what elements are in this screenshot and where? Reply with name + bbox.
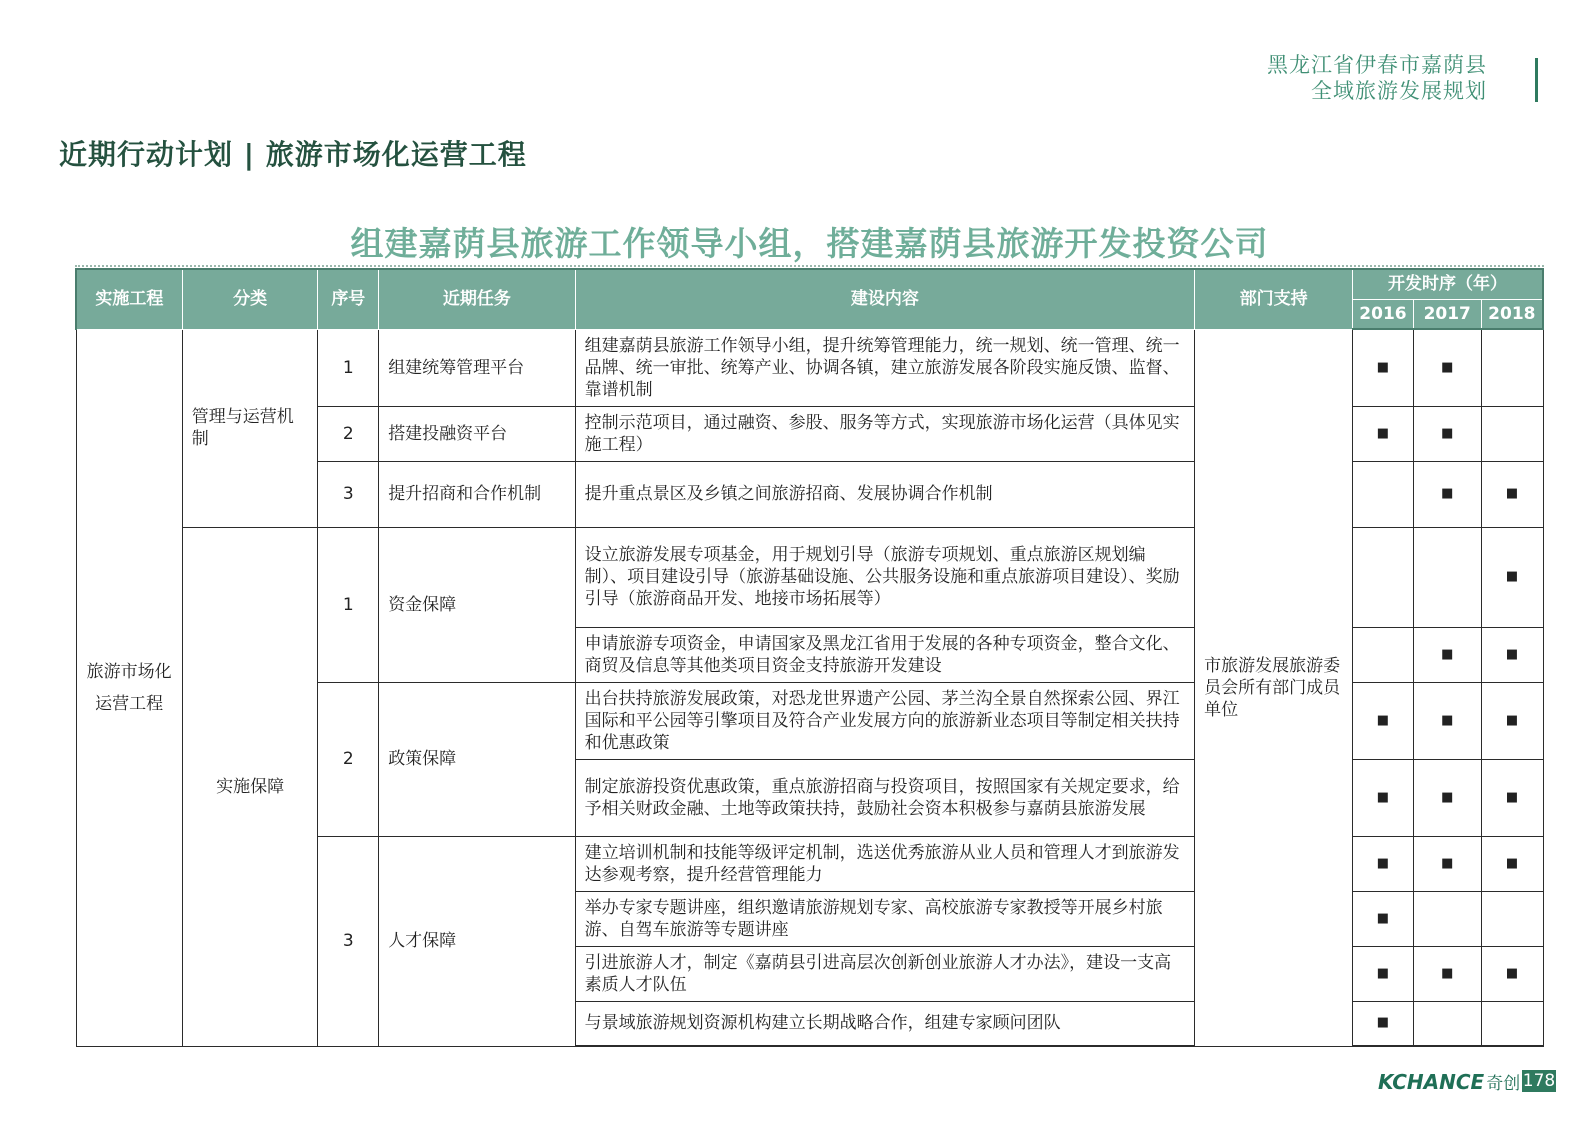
brand-line-1: 黑龙江省伊春市嘉荫县 xyxy=(1267,53,1487,77)
content-cell: 与景域旅游规划资源机构建立长期战略合作，组建专家顾问团队 xyxy=(575,1001,1195,1046)
year-mark-2017: ■ xyxy=(1413,627,1481,682)
content-cell: 组建嘉荫县旅游工作领导小组，提升统筹管理能力，统一规划、统一管理、统一品牌、统一审批、统筹产业、协调各镇，建立旅游发展各阶段实施反馈、监督、靠谱机制 xyxy=(575,329,1195,406)
brand-title xyxy=(1267,52,1487,104)
year-mark-2018: ■ xyxy=(1481,682,1543,759)
year-mark-2016: ■ xyxy=(1353,836,1414,891)
content-cell: 控制示范项目，通过融资、参股、服务等方式，实现旅游市场化运营（具体见实施工程） xyxy=(575,406,1195,461)
year-mark-2016: ■ xyxy=(1353,406,1414,461)
year-mark-2017: ■ xyxy=(1413,946,1481,1001)
year-mark-2017 xyxy=(1413,527,1481,627)
header-seq: 序号 xyxy=(318,269,379,329)
content-cell: 设立旅游发展专项基金，用于规划引导（旅游专项规划、重点旅游区规划编制）、项目建设引导（旅游基础设施、公共服务设施和重点旅游项目建设）、奖励引导（旅游商品开发、地接市场拓展等） xyxy=(575,527,1195,627)
year-mark-2017 xyxy=(1413,1001,1481,1046)
content-cell: 建立培训机制和技能等级评定机制，选送优秀旅游从业人员和管理人才到旅游发达参观考察，提升经营管理能力 xyxy=(575,836,1195,891)
page-number: 178 xyxy=(1522,1071,1556,1091)
content-cell: 提升重点景区及乡镇之间旅游招商、发展协调合作机制 xyxy=(575,461,1195,527)
year-mark-2018 xyxy=(1481,1001,1543,1046)
year-mark-2017: ■ xyxy=(1413,329,1481,406)
year-mark-2018 xyxy=(1481,891,1543,946)
year-mark-2018: ■ xyxy=(1481,461,1543,527)
year-mark-2017: ■ xyxy=(1413,682,1481,759)
year-mark-2017: ■ xyxy=(1413,759,1481,836)
year-mark-2016: ■ xyxy=(1353,946,1414,1001)
task-cell: 资金保障 xyxy=(379,527,575,682)
category-cell: 管理与运营机制 xyxy=(182,329,318,527)
section-title: 近期行动计划 | 旅游市场化运营工程 xyxy=(59,138,527,171)
task-cell: 人才保障 xyxy=(379,836,575,1046)
year-mark-2018: ■ xyxy=(1481,627,1543,682)
year-mark-2016: ■ xyxy=(1353,891,1414,946)
header-content: 建设内容 xyxy=(575,269,1195,329)
content-cell: 申请旅游专项资金，申请国家及黑龙江省用于发展的各种专项资金，整合文化、商贸及信息等其他类项目资金支持旅游开发建设 xyxy=(575,627,1195,682)
content-cell: 引进旅游人才，制定《嘉荫县引进高层次创新创业旅游人才办法》，建设一支高素质人才队伍 xyxy=(575,946,1195,1001)
year-mark-2018 xyxy=(1481,329,1543,406)
year-mark-2016 xyxy=(1353,527,1414,627)
content-cell: 出台扶持旅游发展政策，对恐龙世界遗产公园、茅兰沟全景自然探索公园、界江国际和平公园等引擎项目及符合产业发展方向的旅游新业态项目等制定相关扶持和优惠政策 xyxy=(575,682,1195,759)
table-body xyxy=(76,329,1543,1046)
title-rule xyxy=(75,265,1544,267)
task-cell: 提升招商和合作机制 xyxy=(379,461,575,527)
content-cell: 举办专家专题讲座，组织邀请旅游规划专家、高校旅游专家教授等开展乡村旅游、自驾车旅游等专题讲座 xyxy=(575,891,1195,946)
year-mark-2016 xyxy=(1353,627,1414,682)
year-mark-2016: ■ xyxy=(1353,329,1414,406)
year-mark-2017: ■ xyxy=(1413,406,1481,461)
task-cell: 搭建投融资平台 xyxy=(379,406,575,461)
content-cell: 制定旅游投资优惠政策，重点旅游招商与投资项目，按照国家有关规定要求，给予相关财政金融、土地等政策扶持，鼓励社会资本积极参与嘉荫县旅游发展 xyxy=(575,759,1195,836)
year-mark-2018: ■ xyxy=(1481,836,1543,891)
seq-cell: 2 xyxy=(318,406,379,461)
header-year-2017: 2017 xyxy=(1413,299,1481,329)
main-title: 组建嘉荫县旅游工作领导小组，搭建嘉荫县旅游开发投资公司 xyxy=(350,224,1269,263)
footer-logo xyxy=(1378,1069,1520,1094)
task-cell: 组建统筹管理平台 xyxy=(379,329,575,406)
seq-cell: 2 xyxy=(318,682,379,836)
header-year-2016: 2016 xyxy=(1353,299,1414,329)
year-mark-2018: ■ xyxy=(1481,527,1543,627)
year-mark-2017 xyxy=(1413,891,1481,946)
year-mark-2016 xyxy=(1353,461,1414,527)
header-task: 近期任务 xyxy=(379,269,575,329)
seq-cell: 1 xyxy=(318,527,379,682)
seq-cell: 3 xyxy=(318,836,379,1046)
table-row xyxy=(76,329,1543,406)
logo-en: KCHANCE xyxy=(1378,1070,1485,1094)
task-cell: 政策保障 xyxy=(379,682,575,836)
year-mark-2018: ■ xyxy=(1481,759,1543,836)
project-cell: 旅游市场化运营工程 xyxy=(76,329,182,1046)
year-mark-2016: ■ xyxy=(1353,682,1414,759)
seq-cell: 3 xyxy=(318,461,379,527)
header-dept: 部门支持 xyxy=(1195,269,1353,329)
year-mark-2016: ■ xyxy=(1353,759,1414,836)
header-timeline: 开发时序（年） xyxy=(1353,269,1543,299)
header-year-2018: 2018 xyxy=(1481,299,1543,329)
brand-line-2: 全域旅游发展规划 xyxy=(1311,79,1487,103)
header-category: 分类 xyxy=(182,269,318,329)
year-mark-2018 xyxy=(1481,406,1543,461)
action-plan-table xyxy=(75,268,1544,1047)
dept-cell: 市旅游发展旅游委员会所有部门成员单位 xyxy=(1195,329,1353,1046)
brand-divider xyxy=(1535,58,1538,102)
year-mark-2017: ■ xyxy=(1413,461,1481,527)
year-mark-2017: ■ xyxy=(1413,836,1481,891)
year-mark-2016: ■ xyxy=(1353,1001,1414,1046)
year-mark-2018: ■ xyxy=(1481,946,1543,1001)
seq-cell: 1 xyxy=(318,329,379,406)
header-project: 实施工程 xyxy=(76,269,182,329)
category-cell: 实施保障 xyxy=(182,527,318,1046)
logo-cn: 奇创 xyxy=(1486,1074,1521,1094)
